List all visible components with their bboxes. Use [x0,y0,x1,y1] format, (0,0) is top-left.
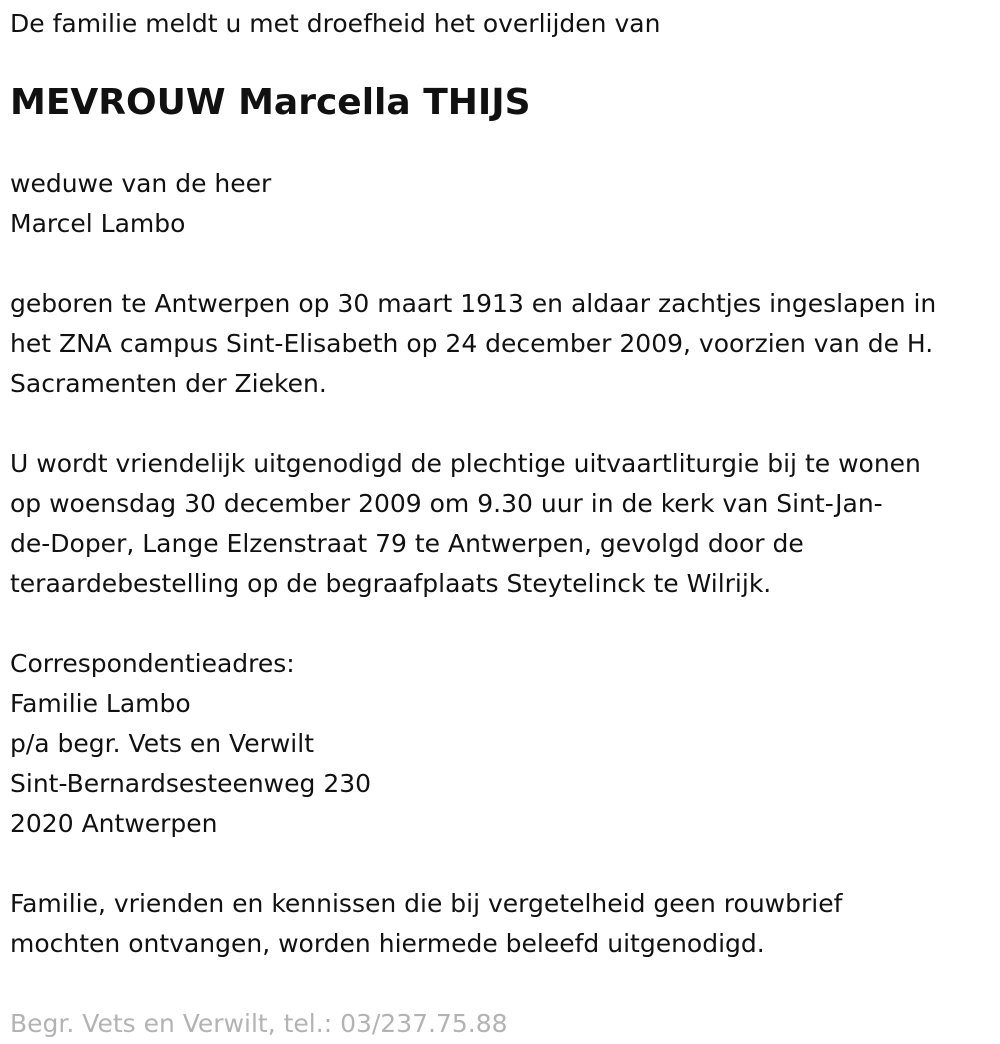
paragraph-line: Sacramenten der Zieken. [10,369,327,398]
paragraph-line: teraardebestelling op de begraafplaats Steytelinck te Wilrijk. [10,569,772,598]
paragraph-line: mochten ontvangen, worden hiermede beleefd uitgenodigd. [10,929,765,958]
spouse-block [10,164,995,244]
closing-paragraph [10,884,995,964]
spacer [10,844,995,884]
address-line: p/a begr. Vets en Verwilt [10,729,315,758]
spacer [10,244,995,284]
address-line: Sint-Bernardsesteenweg 230 [10,769,372,798]
paragraph-line: op woensdag 30 december 2009 om 9.30 uur in de kerk van Sint-Jan- [10,489,883,518]
address-line: 2020 Antwerpen [10,809,218,838]
spacer [10,404,995,444]
spouse-name: Marcel Lambo [10,209,186,238]
paragraph-line: Familie, vrienden en kennissen die bij vergetelheid geen rouwbrief [10,889,843,918]
spacer [10,964,995,1004]
spacer [10,604,995,644]
address-line: Familie Lambo [10,689,191,718]
paragraph-line: het ZNA campus Sint-Elisabeth op 24 december 2009, voorzien van de H. [10,329,934,358]
intro-text: De familie meldt u met droefheid het overlijden van [10,9,661,38]
spouse-line: weduwe van de heer [10,169,272,198]
funeral-home-footer: Begr. Vets en Verwilt, tel.: 03/237.75.88 [10,1009,508,1038]
correspondence-address [10,644,995,844]
birth-death-paragraph [10,284,995,404]
correspondence-heading: Correspondentieadres: [10,649,295,678]
death-notice [10,0,995,1044]
paragraph-line: geboren te Antwerpen op 30 maart 1913 en aldaar zachtjes ingeslapen in [10,289,937,318]
funeral-paragraph [10,444,995,604]
paragraph-line: U wordt vriendelijk uitgenodigd de plechtige uitvaartliturgie bij te wonen [10,449,921,478]
deceased-name: MEVROUW Marcella THIJS [10,82,531,123]
paragraph-line: de-Doper, Lange Elzenstraat 79 te Antwerpen, gevolgd door de [10,529,804,558]
